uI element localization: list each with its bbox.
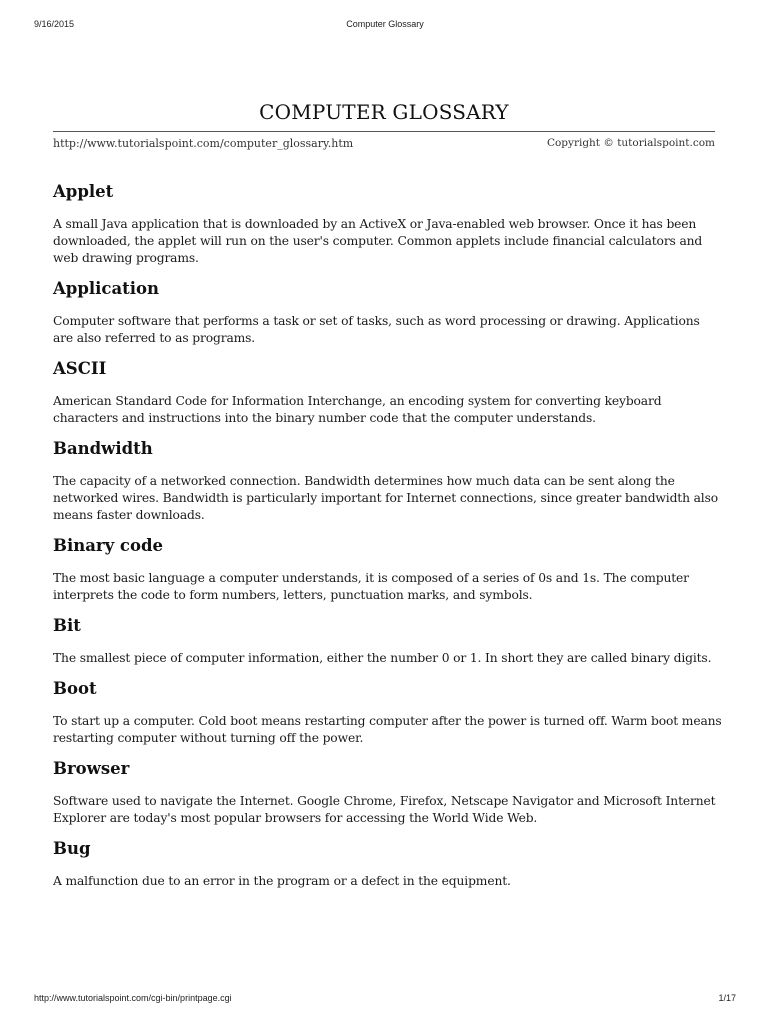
glossary-entry-browser [53,759,723,827]
print-page-title: Computer Glossary [346,19,424,29]
glossary-entry-ascii [53,359,723,427]
glossary-term: Application [53,279,160,298]
glossary-entry-binary-code [53,536,723,604]
glossary-term: Applet [53,182,114,201]
print-footer-url: http://www.tutorialspoint.com/cgi-bin/printpage.cgi [34,993,232,1003]
glossary-entry-application [53,279,723,347]
copyright-notice: Copyright © tutorialspoint.com [546,137,715,149]
page-number: 1/17 [718,993,736,1003]
document-title: COMPUTER GLOSSARY [259,100,509,124]
glossary-content [53,182,723,902]
glossary-entry-bit [53,616,723,667]
glossary-entry-bandwidth [53,439,723,524]
glossary-term: Bug [53,839,91,858]
print-header [34,19,736,31]
glossary-definition: A small Java application that is downloaded by an ActiveX or Java-enabled web browser. Once it has been downloaded, the applet will run on the user's computer. Common applets include financial calculators and web drawing programs. [53,217,703,265]
source-url-link[interactable]: http://www.tutorialspoint.com/computer_glossary.htm [53,137,354,150]
glossary-definition: A malfunction due to an error in the program or a defect in the equipment. [53,874,511,888]
glossary-term: Bandwidth [53,439,153,458]
glossary-term: Bit [53,616,81,635]
glossary-term: Browser [53,759,130,778]
glossary-definition: Software used to navigate the Internet. Google Chrome, Firefox, Netscape Navigator and Microsoft Internet Explorer are today's most popular browsers for accessing the World Wide Web. [53,794,716,825]
glossary-definition: To start up a computer. Cold boot means restarting computer after the power is turned off. Warm boot means restarting computer without turning off the power. [53,714,722,745]
glossary-entry-bug [53,839,723,890]
glossary-entry-applet [53,182,723,267]
glossary-term: ASCII [53,359,107,378]
title-divider [53,131,715,132]
glossary-definition: Computer software that performs a task or set of tasks, such as word processing or drawing. Applications are also referred to as programs. [53,314,700,345]
glossary-term: Binary code [53,536,164,555]
glossary-definition: American Standard Code for Information Interchange, an encoding system for converting keyboard characters and instructions into the binary number code that the computer understands. [53,394,662,425]
glossary-definition: The capacity of a networked connection. Bandwidth determines how much data can be sent along the networked wires. Bandwidth is particularly important for Internet connections, since greater bandwidth also means faster downloads. [53,474,718,522]
glossary-entry-boot [53,679,723,747]
print-footer [34,993,736,1005]
print-date: 9/16/2015 [34,19,75,29]
glossary-definition: The smallest piece of computer information, either the number 0 or 1. In short they are called binary digits. [53,651,712,665]
glossary-definition: The most basic language a computer understands, it is composed of a series of 0s and 1s. The computer interprets the code to form numbers, letters, punctuation marks, and symbols. [53,571,689,602]
source-meta-row [53,137,715,153]
glossary-term: Boot [53,679,97,698]
